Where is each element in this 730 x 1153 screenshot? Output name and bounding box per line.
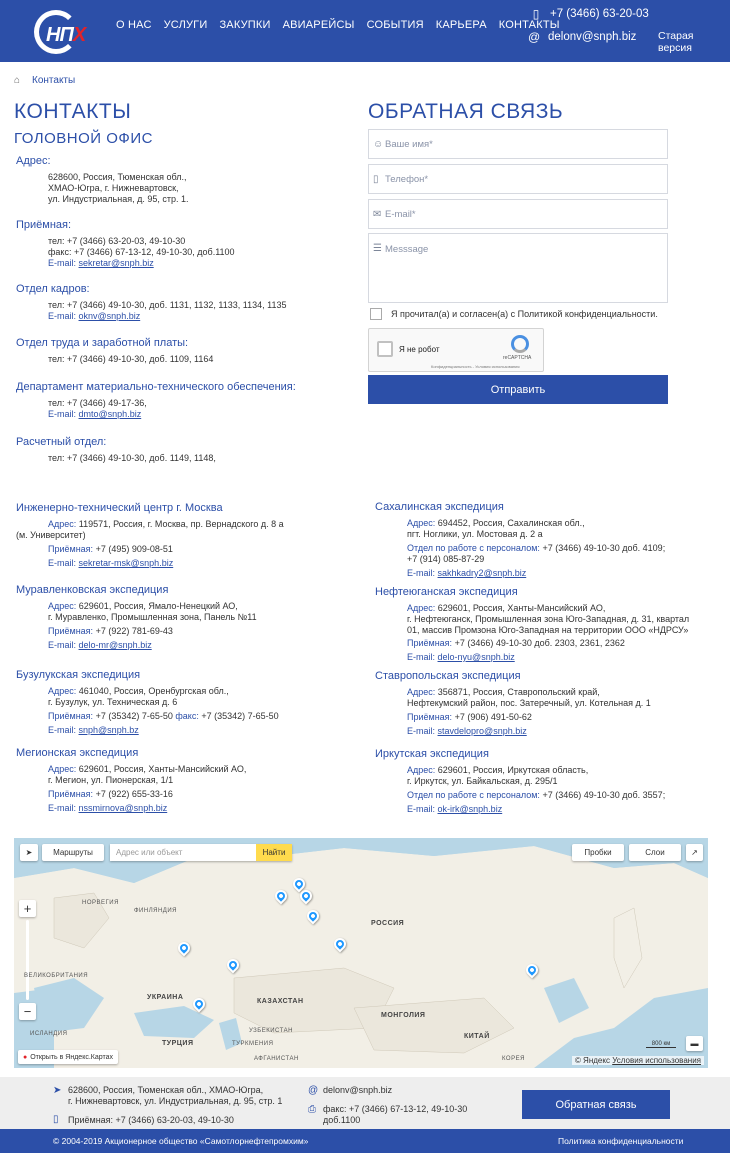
phone-icon: ▯ — [532, 7, 540, 21]
megion-email-link[interactable]: nssmirnova@snph.biz — [78, 803, 168, 813]
head-office-title: ГОЛОВНОЙ ОФИС — [14, 130, 153, 147]
map-copyright: © Яндекс Условия использования — [572, 1056, 704, 1065]
envelope-icon: ✉ — [373, 208, 382, 220]
branch-moscow: Инженерно-технический центр г. Москва Адрес: 119571, Россия, г. Москва, пр. Вернадского д. 8 а (м. Университет) Приёмная: +7 (495) 909-08-51 E-mail: sekretar-msk@snph.biz — [16, 502, 284, 568]
nefteyugansk-email-link[interactable]: delo-nyu@snph.biz — [437, 652, 515, 662]
feedback-title: ОБРАТНАЯ СВЯЗЬ — [368, 100, 564, 123]
old-version-link[interactable]: Старая версия — [658, 30, 694, 54]
breadcrumb-current[interactable]: Контакты — [32, 75, 76, 86]
stavropol-email-link[interactable]: stavdelopro@snph.biz — [437, 726, 527, 736]
recaptcha-icon — [511, 335, 529, 353]
sakhalin-email-link[interactable]: sakhkadry2@snph.biz — [437, 568, 527, 578]
pin-icon: ● — [22, 1053, 28, 1061]
zoom-slider[interactable] — [26, 920, 29, 1000]
location-icon: ➤ — [53, 1085, 62, 1096]
phone-icon: ▯ — [53, 1114, 59, 1125]
site-footer — [0, 1077, 730, 1129]
footer-fax: факс: +7 (3466) 67-13-12, 49-10-30 доб.1100 — [323, 1104, 468, 1125]
buzuluk-email-link[interactable]: snph@snph.bz — [78, 725, 139, 735]
at-icon: @ — [308, 1085, 319, 1096]
footer-email[interactable]: delonv@snph.biz — [323, 1085, 393, 1095]
message-textarea[interactable]: ☰ Messsage — [368, 233, 668, 303]
captcha-checkbox[interactable] — [377, 341, 393, 357]
office-address: Адрес: 628600, Россия, Тюменская обл., ХМАО-Югра, г. Нижневартовск, ул. Индустриальная, д. 95, стр. 1. — [16, 155, 189, 204]
supply-email-link[interactable]: dmto@snph.biz — [78, 409, 142, 419]
office-reception: Приёмная: тел: +7 (3466) 63-20-03, 49-10-30 факс: +7 (3466) 67-13-12, 49-10-30, доб.1100 E-mail: sekretar@snph.biz — [16, 219, 235, 268]
nav-contacts[interactable]: КОНТАКТЫ — [498, 19, 560, 31]
muravlenko-email-link[interactable]: delo-mr@snph.biz — [78, 640, 152, 650]
nav-flights[interactable]: АВИАРЕЙСЫ — [282, 19, 355, 31]
locate-icon[interactable]: ➤ — [20, 844, 38, 861]
company-logo[interactable]: НПХ — [32, 8, 98, 56]
consent-row: Я прочитал(а) и согласен(а) с Политикой конфиденциальности. — [370, 308, 658, 320]
irkutsk-email-link[interactable]: ok-irk@snph.biz — [437, 804, 503, 814]
zoom-out-button[interactable]: − — [19, 1003, 36, 1020]
nav-services[interactable]: УСЛУГИ — [163, 19, 208, 31]
map-find-button[interactable]: Найти — [256, 844, 292, 861]
office-hr: Отдел кадров: тел: +7 (3466) 49-10-30, доб. 1131, 1132, 1133, 1134, 1135 E-mail: oknv@snph.biz — [16, 283, 287, 321]
nav-careers[interactable]: КАРЬЕРА — [435, 19, 487, 31]
page-title: КОНТАКТЫ — [14, 100, 132, 123]
fax-icon: ⎙ — [308, 1104, 316, 1115]
branch-stavropol: Ставропольская экспедиция Адрес: 356871, Россия, Ставропольский край, Нефтекумский район, пос. Затеречный, ул. Котельная д. 1 Приёмная: +7 (906) 491-50-62 E-mail: stavdelopro@snph.biz — [375, 670, 651, 736]
copyright: © 2004-2019 Акционерное общество «Самотлорнефтепромхим» — [53, 1136, 309, 1146]
recaptcha: Я не робот reCAPTCHA Конфиденциальность - Условия использования — [368, 328, 544, 372]
home-icon[interactable]: ⌂ — [14, 74, 21, 86]
header-email[interactable]: @ delonv@snph.biz — [528, 30, 637, 44]
branch-irkutsk: Иркутская экспедиция Адрес: 629601, Россия, Иркутская область, г. Иркутск, ул. Байкальская, д. 295/1 Отдел по работе с персоналом: +7 (3466) 49-10-30 доб. 3557; E-mail: ok-irk@snph.biz — [375, 748, 666, 814]
branch-buzuluk: Бузулукская экспедиция Адрес: 461040, Россия, Оренбургская обл., г. Бузулук, ул. Техническая д. 6 Приёмная: +7 (35342) 7-65-50 факс: +7 (35342) 7-65-50 E-mail: snph@snph.bz — [16, 669, 279, 735]
privacy-policy-link[interactable]: Политика конфиденциальности — [558, 1136, 684, 1146]
ruler-icon[interactable]: ▬ — [686, 1036, 703, 1051]
branch-sakhalin: Сахалинская экспедиция Адрес: 694452, Россия, Сахалинская обл., пгт. Ноглики, ул. Мостовая д. 2 а Отдел по работе с персоналом: +7 (3466) 49-10-30 доб. 4109; +7 (914) 085-87-29 E-mail: sakhkadry2@snph.biz — [375, 501, 666, 578]
bottom-bar — [0, 1129, 730, 1153]
footer-reception: Приёмная: +7 (3466) 63-20-03, 49-10-30 — [68, 1115, 234, 1125]
nav-procurement[interactable]: ЗАКУПКИ — [219, 19, 271, 31]
traffic-button[interactable]: Пробки — [572, 844, 624, 861]
user-icon: ☺ — [373, 138, 384, 150]
header-phone[interactable]: ▯ +7 (3466) 63-20-03 — [530, 7, 649, 21]
office-supply: Департамент материально-технического обеспечения: тел: +7 (3466) 49-17-36, E-mail: dmto@snph.biz — [16, 381, 296, 419]
submit-button[interactable]: Отправить — [368, 375, 668, 404]
office-labor: Отдел труда и заработной платы: тел: +7 (3466) 49-10-30, доб. 1109, 1164 — [16, 337, 214, 364]
nav-events[interactable]: СОБЫТИЯ — [366, 19, 424, 31]
footer-feedback-button[interactable]: Обратная связь — [522, 1090, 670, 1119]
hr-email-link[interactable]: oknv@snph.biz — [78, 311, 141, 321]
layers-button[interactable]: Слои — [629, 844, 681, 861]
branch-nefteyugansk: Нефтеюганская экспедиция Адрес: 629601, Россия, Ханты-Мансийский АО, г. Нефтеюганск, Промышленная зона Юго-Западная, д. 31, квартал 01, массив Промзона Юго-Западная на территории ООО «НДРСУ» Приёмная: +7 (3466) 49-10-30 доб. 2303, 2361, 2362 E-mail: delo-nyu@snph.biz — [375, 586, 690, 662]
moscow-email-link[interactable]: sekretar-msk@snph.biz — [78, 558, 174, 568]
consent-checkbox[interactable] — [370, 308, 382, 320]
reception-email-link[interactable]: sekretar@snph.biz — [78, 258, 154, 268]
site-header — [0, 0, 730, 62]
open-in-yandex-link[interactable]: ● Открыть в Яндекс.Картах — [18, 1050, 118, 1064]
name-input[interactable]: ☺ Ваше имя* — [368, 129, 668, 159]
routes-button[interactable]: Маршруты — [42, 844, 104, 861]
map-search-input[interactable]: Адрес или объект — [110, 844, 292, 861]
phone-input[interactable]: ▯ Телефон* — [368, 164, 668, 194]
branch-muravlenko: Муравленковская экспедиция Адрес: 629601, Россия, Ямало-Ненецкий АО, г. Муравленко, Промышленная зона, Панель №11 Приёмная: +7 (922) 781-69-43 E-mail: delo-mr@snph.biz — [16, 584, 257, 650]
yandex-map[interactable]: ➤ Маршруты Адрес или объект Найти Пробки Слои ↗ + − РОССИЯ КАЗАХСТАН МОНГОЛИЯ НОРВЕГИЯ ФИНЛЯНДИЯ УКРАИНА ТУРЦИЯ УЗБЕКИСТАН ТУРКМЕНИЯ АФГАНИСТАН ИСЛАНДИЯ ВЕЛИКОБРИТАНИЯ КИТАЙ КОРЕЯ ● Открыть в Яндекс.Картах 800 км ▬ © Яндекс Условия использования — [14, 838, 708, 1068]
branch-megion: Мегионская экспедиция Адрес: 629601, Россия, Ханты-Мансийский АО, г. Мегион, ул. Пионерская, 1/1 Приёмная: +7 (922) 655-33-16 E-mail: nssmirnova@snph.biz — [16, 747, 247, 813]
lines-icon: ☰ — [373, 243, 382, 254]
main-nav — [116, 19, 572, 31]
fullscreen-icon[interactable]: ↗ — [686, 844, 703, 861]
breadcrumb — [14, 75, 75, 86]
nav-about[interactable]: О НАС — [116, 19, 152, 31]
footer-address: 628600, Россия, Тюменская обл., ХМАО-Югра, г. Нижневартовск, ул. Индустриальная, д. 95, стр. 1 — [68, 1085, 283, 1106]
zoom-in-button[interactable]: + — [19, 900, 36, 917]
email-input[interactable]: ✉ E-mail* — [368, 199, 668, 229]
phone-icon: ▯ — [373, 173, 379, 185]
office-payroll: Расчетный отдел: тел: +7 (3466) 49-10-30, доб. 1149, 1148, — [16, 436, 216, 463]
map-land — [14, 838, 708, 1068]
at-icon: @ — [528, 30, 541, 44]
